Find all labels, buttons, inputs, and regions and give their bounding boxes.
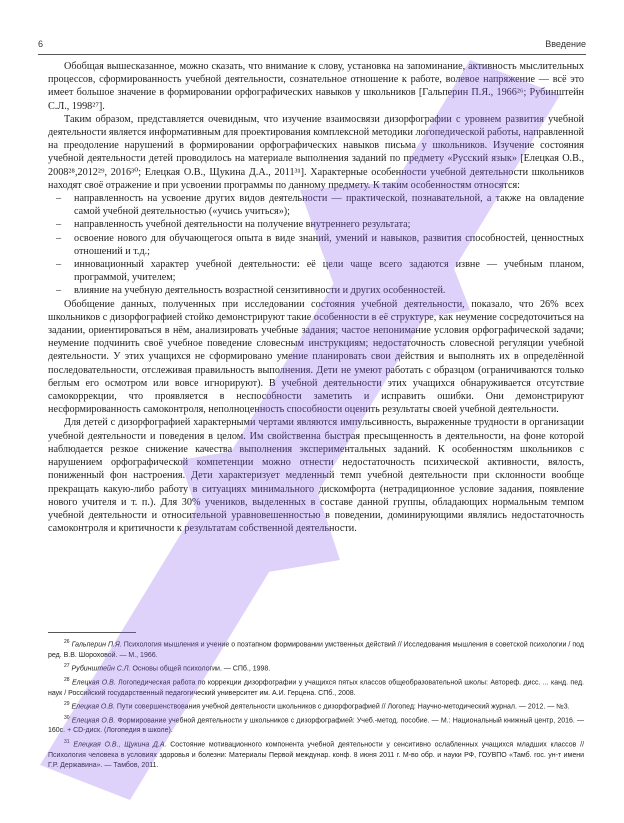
footnote <box>48 713 584 737</box>
list-item: – инновационный характер учебной деятельности: её цели чаще всего задаются извне — учебным планом, программой, учителем; <box>48 258 584 284</box>
footnote-author: Гальперин П.Я. <box>71 641 122 649</box>
paragraph: Для детей с дизорфографией характерными чертами являются импульсивность, выраженные трудности в организации учебной деятельности и поведения в целом. Им свойственна быстрая пресыщенность в деятельности, на фоне которой наблюдается резкое снижение качества выполнения экспериментальных заданий. К особенностям школьников с нарушением орфографической компетенции можно отнести недостаточность психической активности, вялость, пониженный фон настроения. Дети характеризует медленный темп учебной деятельности при склонности вообще прекращать какую-либо работу в ситуациях минимального дискомфорта (нетрадиционное условие задания, появление нового учителя и т. п.). Для 30% учеников, выделенных в составе данной группы, обладающих нормальным темпом учебной деятельности и относительной уравновешенностью в поведении, доминирующими являлись недостаточность самоконтроля и критичности к результатам собственной деятельности. <box>48 417 584 535</box>
list-item: – освоение нового для обучающегося опыта в виде знаний, умений и навыков, развития способностей, ценностных отношений и т.д.; <box>48 232 584 258</box>
footnote-number: 31 <box>64 738 70 745</box>
main-text <box>48 60 584 535</box>
footnote-text: Состояние мотивационного компонента учебной деятельности у сенситивно ослабленных учащихся младших классов // Психология человека в условиях здоровья и болезни: Материалы Первой междунар. конф. 8 июня 2011 г. М-во обр. и науки РФ, ГОУВПО «Тамб. гос. ун-т имени Г.Р. Державина». — Тамбов, 2011. <box>48 741 585 770</box>
footnote <box>48 637 584 661</box>
page-number: 6 <box>38 39 44 49</box>
footnote-number: 26 <box>64 639 70 645</box>
paragraph: Обобщение данных, полученных при исследовании состояния учебной деятельности, показало, что 26% всех школьников с дизорфографией стойко демонстрируют такие особенности в её структуре, как неумение сосредоточиться на задании, ориентироваться в нём, анализировать учебные задания; частое непонимание условия орфографической задачи; неумение подчинить своё учебное поведение словесным инструкциям; недостаточность словесной регуляции учебной деятельности. У этих учащихся не сформировано умение планировать свои действия и выполнять их в определённой последовательности, отслеживая правильность выполнения. Дети не умеют работать с образцом (ограничиваются только беглым его осмотром или вовсе игнорируют). В учебной деятельности этих учащихся обнаруживается отсутствие самокоррекции, что проявляется в неспособности заметить и исправить ошибки. Они демонстрируют несформированность самоконтроля, неполноценность способности оценить результаты своей учебной деятельности. <box>48 298 584 416</box>
feature-list <box>48 192 584 298</box>
footnote-author: Елецкая О.В. <box>71 717 116 725</box>
footnote-number: 27 <box>64 663 70 670</box>
footnote <box>48 675 584 699</box>
footnote-text: Логопедическая работа по коррекции дизорфографии у учащихся пятых классов общеобразовательной школы: Автореф. дисс. ... канд. пед. наук / Российский государственный педагогический университет им. А.И. Герцена. СПб., 2008. <box>48 679 584 697</box>
list-item: – направленность учебной деятельности на получение внутреннего результата; <box>48 218 584 231</box>
footnote-author: Рубинштейн С.Л. <box>71 665 131 673</box>
footnotes <box>48 637 584 771</box>
footnote-author: Елецкая О.В. <box>71 703 115 711</box>
footnote-number: 29 <box>64 701 70 708</box>
footnote-divider <box>48 632 136 633</box>
paragraph: Обобщая вышесказанное, можно сказать, что внимание к слову, установка на запоминание, активность мыслительных процессов, сформированность учебной деятельности, сознательное отношение к работе, волевое напряжение — всё это имеет большое значение в формировании орфографических навыков у школьников [Гальперин П.Я., 1966²⁶; Рубинштейн С.Л., 1998²⁷]. <box>48 61 584 112</box>
header-divider <box>38 54 586 55</box>
paragraph: Таким образом, представляется очевидным, что изучение взаимосвязи дизорфографии с уровнем развития учебной деятельности является информативным для проектирования комплексной методики логопедической работы, направленной на преодоление нарушений в формировании орфографических навыков письма у школьников. Изучение состояния учебной деятельности детей проводилось на материале выполнения заданий по предмету «Русский язык» [Елецкая О.В., 2008²⁸,2012²⁹, 2016³⁰; Елецкая О.В., Щукина Д.А., 2011³¹]. Характерные особенности учебной деятельности школьников находят своё отражение и при усвоении программы по данному предмету. К таким особенностям относятся: <box>48 113 584 191</box>
footnote-author: Елецкая О.В. <box>71 679 116 687</box>
footnote-author: Елецкая О.В., Щукина Д.А. <box>73 741 167 749</box>
list-item: – влияние на учебную деятельность возрастной сензитивности и других особенностей. <box>48 284 584 297</box>
list-item: – направленность на усвоение других видов деятельности — практической, познавательной, а также на овладение самой учебной деятельностью («учись учиться»); <box>48 192 584 218</box>
footnote <box>48 661 584 675</box>
footnote <box>48 737 584 772</box>
footnote-text: Пути совершенствования учебной деятельности школьников с дизорфографией // Логопед: Научно-методический журнал. — 2012. — №3. <box>114 703 570 711</box>
footnote-number: 28 <box>64 676 70 683</box>
footnote-number: 30 <box>64 714 70 721</box>
running-section-title: Введение <box>545 39 586 49</box>
footnote <box>48 699 584 713</box>
footnote-text: Формирование учебной деятельности у школьников с дизорфографией: Учеб.-метод. пособие. — М.: Национальный книжный центр, 2016. — 160с. + CD-диск. (Логопедия в школе). <box>48 717 584 735</box>
footnote-text: Психология мышления и учение о поэтапном формировании умственных действий // Исследования мышления в советской психологии / под ред. В.В. Шороховой. — М., 1966. <box>48 641 584 659</box>
footnote-text: Основы общей психологии. — СПб., 1998. <box>130 665 271 673</box>
